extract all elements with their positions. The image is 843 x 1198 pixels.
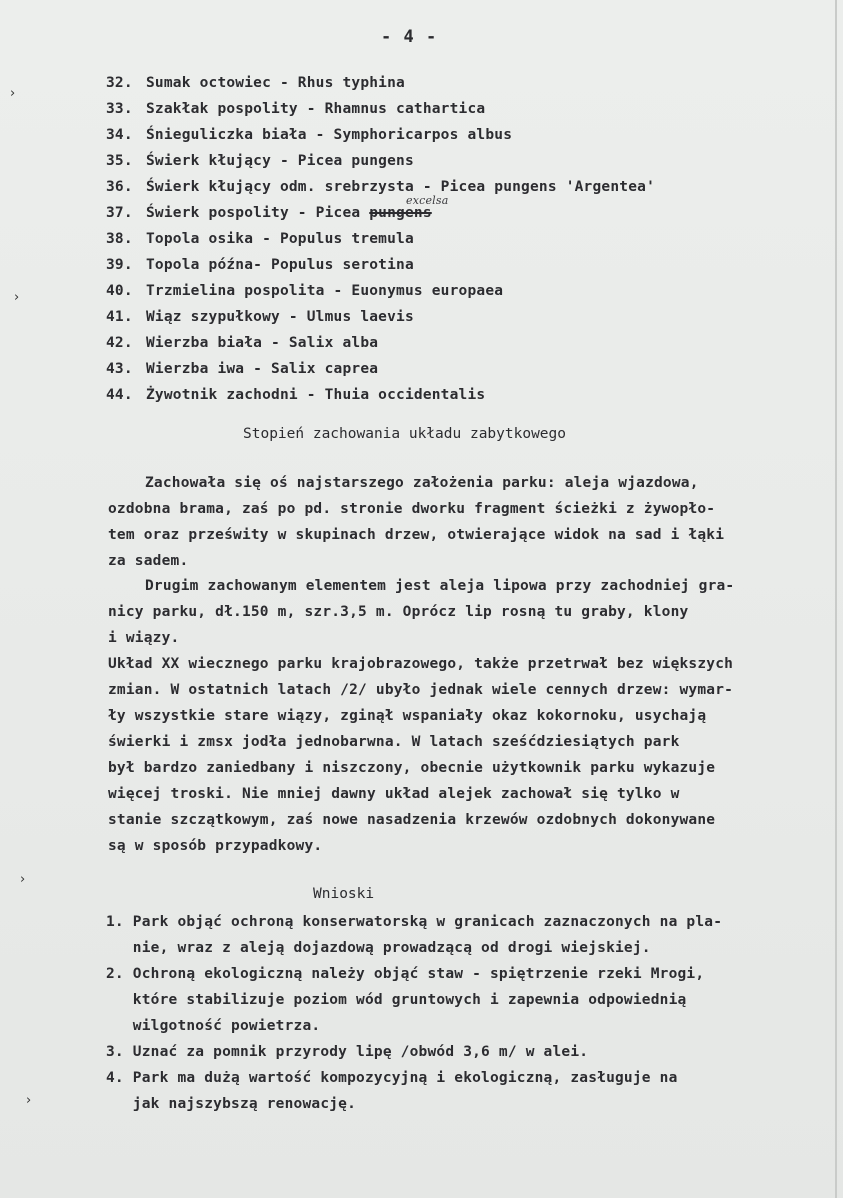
conclusion-line: które stabilizuje poziom wód gruntowych i zapewnia odpowiednią [106, 992, 687, 1008]
margin-tick-mark: › [14, 290, 20, 305]
species-item: 39. Topola późna- Populus serotina [106, 257, 414, 273]
section-heading-preservation: Stopień zachowania układu zabytkowego [243, 426, 567, 442]
struck-through-word: pungens [369, 205, 432, 221]
paragraph-line: świerki i zmsx jodła jednobarwna. W latach sześćdziesiątych park [108, 734, 680, 750]
handwritten-correction: excelsa [406, 194, 449, 207]
species-item: 33. Szakłak pospolity - Rhamnus cathartica [106, 101, 486, 117]
conclusion-line: wilgotność powietrza. [106, 1018, 321, 1034]
conclusion-line: nie, wraz z aleją dojazdową prowadzącą od drogi wiejskiej. [106, 940, 651, 956]
paragraph-line: za sadem. [108, 553, 189, 569]
paragraph-line: zmian. W ostatnich latach /2/ ubyło jednak wiele cennych drzew: wymar- [108, 682, 734, 698]
species-item: 40. Trzmielina pospolita - Euonymus europaea [106, 283, 504, 299]
species-item: 38. Topola osika - Populus tremula [106, 231, 414, 247]
page-edge [835, 0, 837, 1198]
species-item: 34. Śnieguliczka biała - Symphoricarpos albus [106, 127, 513, 143]
species-item: 42. Wierzba biała - Salix alba [106, 335, 379, 351]
conclusion-line: 3. Uznać za pomnik przyrody lipę /obwód 3,6 m/ w alei. [106, 1044, 589, 1060]
paragraph-line: ły wszystkie stare wiązy, zginął wspaniały okaz kokornoku, usychają [108, 708, 707, 724]
species-item: 43. Wierzba iwa - Salix caprea [106, 361, 379, 377]
section-heading-conclusions: Wnioski [313, 886, 375, 902]
paragraph-line: Zachowała się oś najstarszego założenia parku: aleja wjazdowa, [145, 475, 699, 491]
conclusion-line: jak najszybszą renowację. [106, 1096, 357, 1112]
paragraph-line: więcej troski. Nie mniej dawny układ alejek zachował się tylko w [108, 786, 680, 802]
margin-tick-mark: › [26, 1093, 32, 1108]
conclusion-line: 2. Ochroną ekologiczną należy objąć staw - spiętrzenie rzeki Mrogi, [106, 966, 705, 982]
margin-tick-mark: › [20, 872, 26, 887]
conclusion-line: 4. Park ma dużą wartość kompozycyjną i ekologiczną, zasługuje na [106, 1070, 678, 1086]
species-item: 37. Świerk pospolity - Picea pungens excelsa [106, 200, 655, 226]
margin-tick-mark: › [10, 86, 16, 101]
page-number: - 4 - [381, 27, 438, 47]
paragraph-line: i wiązy. [108, 630, 180, 646]
paragraph-line: nicy parku, dł.150 m, szr.3,5 m. Oprócz lip rosną tu graby, klony [108, 604, 689, 620]
species-item: 32. Sumak octowiec - Rhus typhina [106, 75, 405, 91]
species-item: 35. Świerk kłujący - Picea pungens [106, 153, 414, 169]
paragraph-line: ozdobna brama, zaś po pd. stronie dworku fragment ścieżki z żywopło- [108, 501, 716, 517]
species-item: 44. Żywotnik zachodni - Thuia occidentalis [106, 387, 486, 403]
species-list [106, 70, 655, 408]
paragraph-line: tem oraz prześwity w skupinach drzew, otwierające widok na sad i łąki [108, 527, 725, 543]
species-item: 36. Świerk kłujący odm. srebrzysta - Picea pungens 'Argentea' [106, 179, 655, 195]
paragraph-line: stanie szczątkowym, zaś nowe nasadzenia krzewów ozdobnych dokonywane [108, 812, 716, 828]
paragraph-line: Układ XX wiecznego parku krajobrazowego, także przetrwał bez większych [108, 656, 734, 672]
paragraph-line: Drugim zachowanym elementem jest aleja lipowa przy zachodniej gra- [145, 578, 735, 594]
paragraph-line: są w sposób przypadkowy. [108, 838, 323, 854]
conclusion-line: 1. Park objąć ochroną konserwatorską w granicach zaznaczonych na pla- [106, 914, 723, 930]
paragraph-line: był bardzo zaniedbany i niszczony, obecnie użytkownik parku wykazuje [108, 760, 716, 776]
species-item: 41. Wiąz szypułkowy - Ulmus laevis [106, 309, 414, 325]
